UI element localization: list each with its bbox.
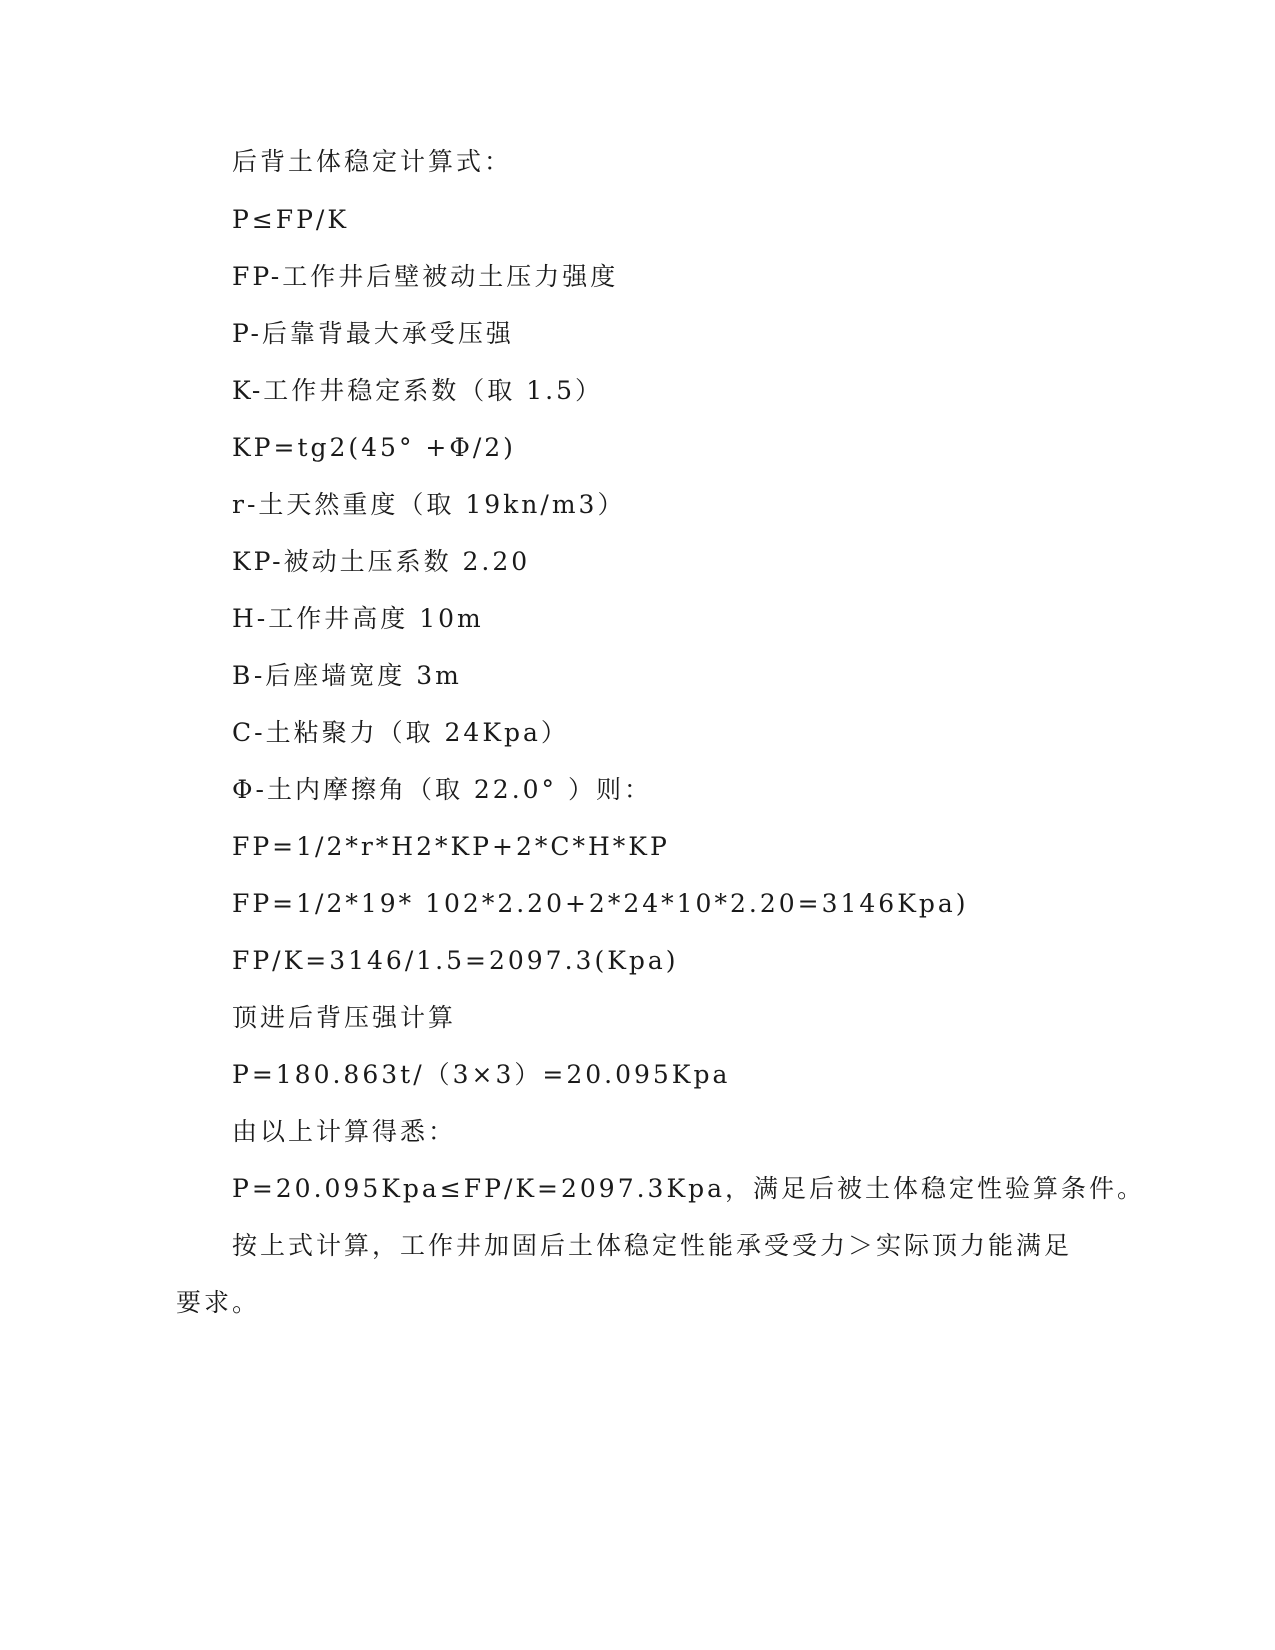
formula-fp-over-k: FP/K=3146/1.5=2097.3(Kpa) bbox=[232, 946, 679, 975]
definition-h: H-工作井高度 10m bbox=[232, 604, 484, 633]
formula-kp: KP=tg2(45° +Φ/2) bbox=[232, 433, 516, 462]
formula-fp-general: FP=1/2*r*H2*KP+2*C*H*KP bbox=[232, 832, 670, 861]
definition-c: C-土粘聚力（取 24Kpa） bbox=[232, 718, 569, 747]
conclusion-intro: 由以上计算得悉： bbox=[232, 1117, 457, 1146]
definition-k: K-工作井稳定系数（取 1.5） bbox=[232, 376, 604, 405]
heading-backfill-stability-formula: 后背土体稳定计算式： bbox=[232, 147, 513, 176]
conclusion-check: P=20.095Kpa≤FP/K=2097.3Kpa，满足后被土体稳定性验算条件。 bbox=[232, 1174, 1146, 1203]
heading-jacking-pressure: 顶进后背压强计算 bbox=[232, 1003, 457, 1032]
final-conclusion-line-1: 按上式计算，工作井加固后土体稳定性能承受受力＞实际顶力能满足 bbox=[232, 1231, 1073, 1260]
formula-fp-computed: FP=1/2*19* 102*2.20+2*24*10*2.20=3146Kpa) bbox=[232, 889, 969, 918]
formula-p-computed: P=180.863t/（3×3）=20.095Kpa bbox=[232, 1060, 731, 1089]
definition-b: B-后座墙宽度 3m bbox=[232, 661, 462, 690]
definition-r: r-土天然重度（取 19kn/m3） bbox=[232, 490, 626, 519]
final-conclusion-line-2: 要求。 bbox=[176, 1288, 261, 1317]
formula-p-le-fp-over-k: P≤FP/K bbox=[232, 205, 350, 234]
definition-kp-value: KP-被动土压系数 2.20 bbox=[232, 547, 531, 576]
definition-fp: FP-工作井后壁被动土压力强度 bbox=[232, 262, 619, 291]
definition-p: P-后靠背最大承受压强 bbox=[232, 319, 514, 348]
definition-phi: Φ-土内摩擦角（取 22.0° ）则： bbox=[232, 775, 653, 804]
